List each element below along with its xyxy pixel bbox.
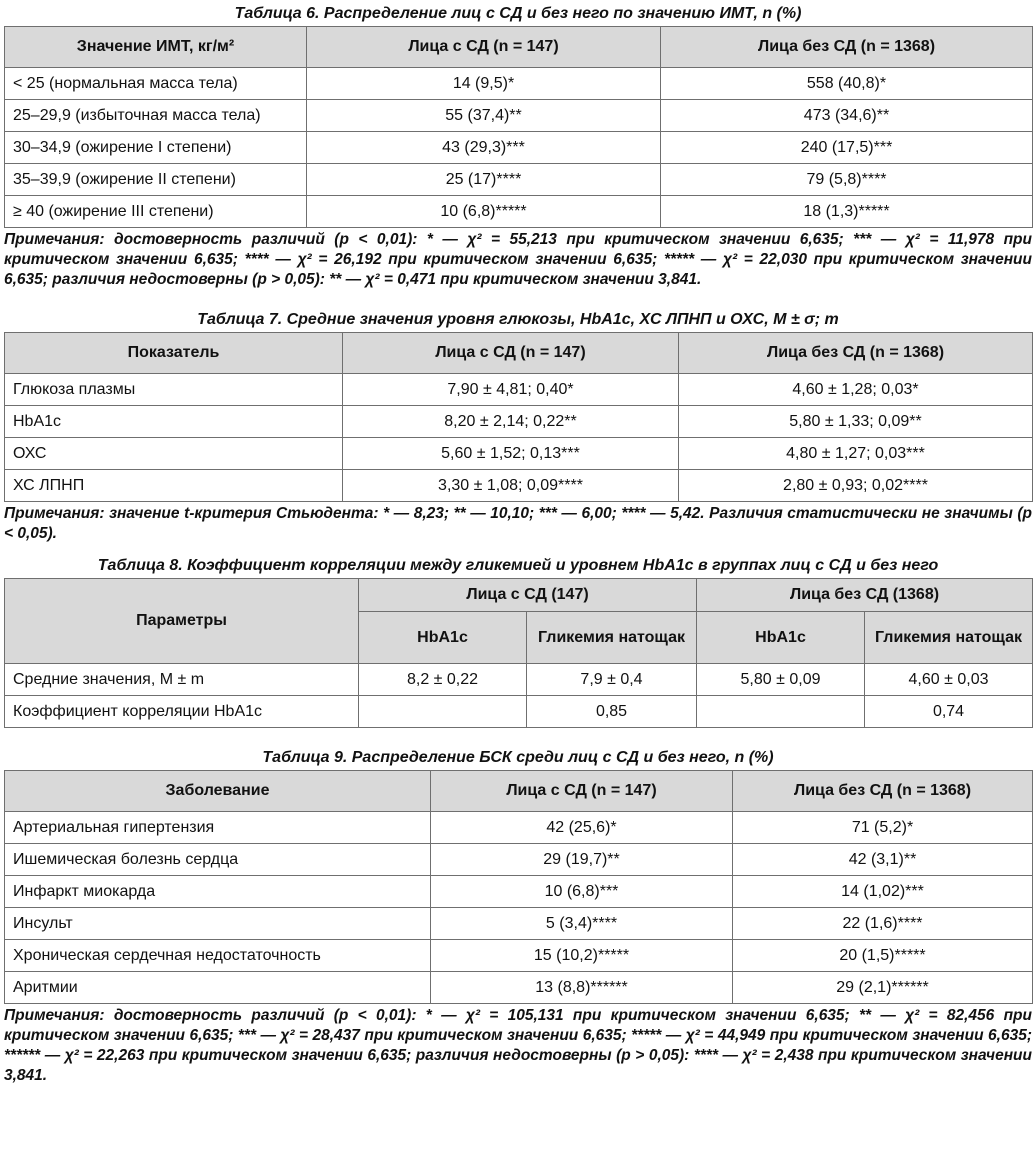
row-label: ХС ЛПНП (5, 470, 343, 502)
cell-value: 29 (19,7)** (431, 844, 733, 876)
document-page (4, 4, 1032, 1086)
table8-group-diabetes: Лица с СД (147) (359, 579, 697, 612)
cell-value: 5,60 ± 1,52; 0,13*** (343, 438, 679, 470)
row-label: Глюкоза плазмы (5, 374, 343, 406)
table6-note: Примечания: достоверность различий (p < 0,01): * — χ² = 55,213 при критическом значении 6,635; *** — χ² = 11,978 при критическом значении 6,635; **** — χ² = 26,192 при критическом значении 6,635; ***** — χ² = 22,030 при критическом значении 6,635; различия недостоверны (p > 0,05): ** — χ² = 0,471 при критическом значении 3,841. (4, 231, 1032, 288)
row-label: 25–29,9 (избыточная масса тела) (5, 100, 307, 132)
table-row (5, 844, 1033, 876)
table-row (5, 664, 1033, 696)
row-label: Коэффициент корреляции HbA1c (5, 696, 359, 728)
cell-value: 7,90 ± 4,81; 0,40* (343, 374, 679, 406)
table8 (4, 578, 1033, 728)
table7-header-row (5, 333, 1033, 374)
cell-value: 43 (29,3)*** (307, 132, 661, 164)
cell-value: 3,30 ± 1,08; 0,09**** (343, 470, 679, 502)
cell-value: 10 (6,8)*** (431, 876, 733, 908)
cell-value: 5 (3,4)**** (431, 908, 733, 940)
cell-value: 13 (8,8)****** (431, 972, 733, 1004)
table6-col-bmi: Значение ИМТ, кг/м² (5, 27, 307, 68)
table8-sub-fasting-glucose: Гликемия натощак (865, 612, 1033, 664)
cell-value: 22 (1,6)**** (733, 908, 1033, 940)
row-label: ОХС (5, 438, 343, 470)
table-row (5, 908, 1033, 940)
table-row (5, 876, 1033, 908)
cell-value: 29 (2,1)****** (733, 972, 1033, 1004)
cell-value: 0,74 (865, 696, 1033, 728)
row-label: HbA1c (5, 406, 343, 438)
cell-value: 7,9 ± 0,4 (527, 664, 697, 696)
cell-value (359, 696, 527, 728)
table-row (5, 164, 1033, 196)
row-label: Инсульт (5, 908, 431, 940)
cell-value: 8,2 ± 0,22 (359, 664, 527, 696)
cell-value: 25 (17)**** (307, 164, 661, 196)
table8-col-params: Параметры (5, 579, 359, 664)
table-row (5, 406, 1033, 438)
table-row (5, 374, 1033, 406)
cell-value: 558 (40,8)* (661, 68, 1033, 100)
table6-col-diabetes: Лица с СД (n = 147) (307, 27, 661, 68)
cell-value: 42 (3,1)** (733, 844, 1033, 876)
row-label: ≥ 40 (ожирение III степени) (5, 196, 307, 228)
table9-col-disease: Заболевание (5, 771, 431, 812)
table8-sub-hba1c: HbA1c (697, 612, 865, 664)
cell-value: 79 (5,8)**** (661, 164, 1033, 196)
cell-value: 240 (17,5)*** (661, 132, 1033, 164)
table-row (5, 196, 1033, 228)
cell-value: 4,80 ± 1,27; 0,03*** (679, 438, 1033, 470)
table8-sub-fasting-glucose: Гликемия натощак (527, 612, 697, 664)
table9-note: Примечания: достоверность различий (p < 0,01): * — χ² = 105,131 при критическом значении 6,635; ** — χ² = 82,456 при критическом значении 6,635; *** — χ² = 28,437 при критическом значении 6,635; ***** — χ² = 44,949 при критическом значении 6,635; ****** — χ² = 22,263 при критическом значении 6,635; различия недостоверны (p > 0,05): **** — χ² = 2,438 при критическом значении 3,841. (4, 1007, 1032, 1084)
row-label: Хроническая сердечная недостаточность (5, 940, 431, 972)
row-label: 35–39,9 (ожирение II степени) (5, 164, 307, 196)
cell-value: 18 (1,3)***** (661, 196, 1033, 228)
table7-col-diabetes: Лица с СД (n = 147) (343, 333, 679, 374)
row-label: Аритмии (5, 972, 431, 1004)
cell-value: 4,60 ± 1,28; 0,03* (679, 374, 1033, 406)
cell-value: 14 (1,02)*** (733, 876, 1033, 908)
table7-caption: Таблица 7. Средние значения уровня глюкозы, HbA1c, ХС ЛПНП и ОХС, M ± σ; m (197, 311, 839, 328)
cell-value: 8,20 ± 2,14; 0,22** (343, 406, 679, 438)
table-row (5, 696, 1033, 728)
row-label: Ишемическая болезнь сердца (5, 844, 431, 876)
row-label: < 25 (нормальная масса тела) (5, 68, 307, 100)
cell-value: 55 (37,4)** (307, 100, 661, 132)
table-row (5, 972, 1033, 1004)
table8-sub-hba1c: HbA1c (359, 612, 527, 664)
table9-col-no-diabetes: Лица без СД (n = 1368) (733, 771, 1033, 812)
table8-header-row (5, 579, 1033, 612)
table-row (5, 470, 1033, 502)
cell-value: 42 (25,6)* (431, 812, 733, 844)
cell-value: 0,85 (527, 696, 697, 728)
table6-col-no-diabetes: Лица без СД (n = 1368) (661, 27, 1033, 68)
table6-caption: Таблица 6. Распределение лиц с СД и без него по значению ИМТ, n (%) (234, 5, 802, 22)
cell-value: 14 (9,5)* (307, 68, 661, 100)
row-label: Артериальная гипертензия (5, 812, 431, 844)
table-row (5, 940, 1033, 972)
table6-header-row (5, 27, 1033, 68)
cell-value: 4,60 ± 0,03 (865, 664, 1033, 696)
cell-value: 10 (6,8)***** (307, 196, 661, 228)
row-label: 30–34,9 (ожирение I степени) (5, 132, 307, 164)
cell-value: 5,80 ± 0,09 (697, 664, 865, 696)
table9-col-diabetes: Лица с СД (n = 147) (431, 771, 733, 812)
table-row (5, 132, 1033, 164)
table-row (5, 438, 1033, 470)
table-row (5, 812, 1033, 844)
cell-value: 71 (5,2)* (733, 812, 1033, 844)
table7-col-no-diabetes: Лица без СД (n = 1368) (679, 333, 1033, 374)
table-row (5, 68, 1033, 100)
cell-value: 15 (10,2)***** (431, 940, 733, 972)
cell-value: 473 (34,6)** (661, 100, 1033, 132)
table9-header-row (5, 771, 1033, 812)
cell-value: 20 (1,5)***** (733, 940, 1033, 972)
cell-value (697, 696, 865, 728)
table9-caption: Таблица 9. Распределение БСК среди лиц с СД и без него, n (%) (262, 749, 774, 766)
table8-caption: Таблица 8. Коэффициент корреляции между гликемией и уровнем HbA1c в группах лиц с СД и без него (97, 557, 939, 574)
table7-note: Примечания: значение t-критерия Стьюдента: * — 8,23; ** — 10,10; *** — 6,00; **** — 5,42. Различия статистически не значимы (p < 0,05). (4, 505, 1032, 542)
table6 (4, 26, 1033, 228)
row-label: Средние значения, M ± m (5, 664, 359, 696)
table9 (4, 770, 1033, 1004)
table-row (5, 100, 1033, 132)
cell-value: 2,80 ± 0,93; 0,02**** (679, 470, 1033, 502)
table7-col-indicator: Показатель (5, 333, 343, 374)
table7 (4, 332, 1033, 502)
row-label: Инфаркт миокарда (5, 876, 431, 908)
table8-group-no-diabetes: Лица без СД (1368) (697, 579, 1033, 612)
cell-value: 5,80 ± 1,33; 0,09** (679, 406, 1033, 438)
